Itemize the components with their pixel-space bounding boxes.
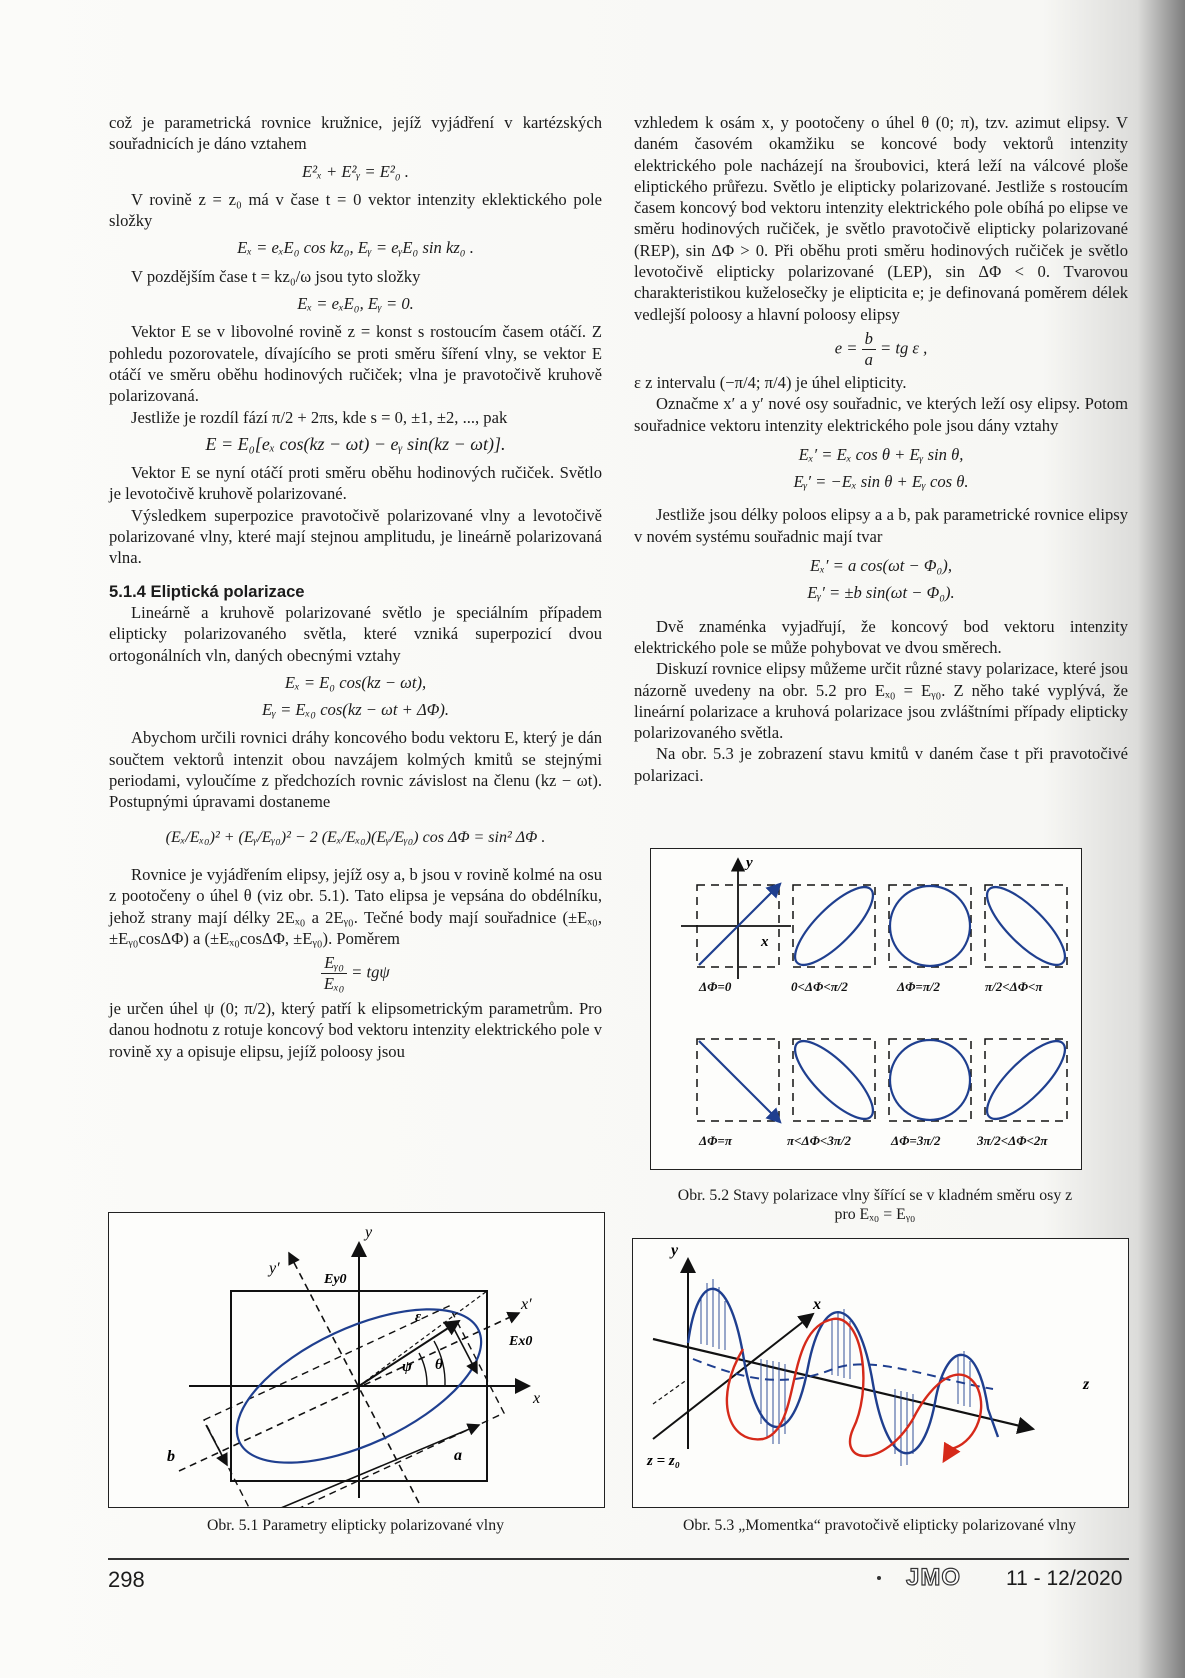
figure-caption: Obr. 5.1 Parametry elipticky polarizované vlny [207, 1517, 504, 1534]
axis-x-label: x [761, 934, 769, 950]
label-theta: θ [435, 1357, 443, 1373]
paragraph: Výsledkem superpozice pravotočivě polarizované vlny a levotočivě polarizované vlny, které mají stejnou amplitudu, je lineárně polarizovaná vlna. [109, 505, 602, 568]
numerator: b [862, 329, 876, 350]
equation-lhs: e = [834, 338, 858, 358]
figure-5-1 [108, 1212, 605, 1508]
paragraph: Vektor E se nyní otáčí proti směru oběhu hodinových ručiček. Světlo je levotočivě kruhově polarizované. [109, 463, 602, 504]
equation: Eₓ = eₓE₀, Eᵧ = 0. [297, 294, 414, 314]
journal-logo: JMO [906, 1564, 962, 1591]
bullet-dot [877, 1576, 881, 1580]
paragraph: Vektor E se v libovolné rovině z = konst s rostoucím časem otáčí. Z pohledu pozorovatele, dívajícího se proti směru šíření vlny, se vektor E otáčí ve směru oběhu hodinových ručiček; vlna je pravotočivě kruhově polarizovaná. [109, 322, 602, 406]
label-ey0: Ey0 [324, 1272, 347, 1287]
figure-5-2 [650, 848, 1082, 1170]
paragraph: Lineárně a kruhově polarizované světlo je speciálním případem elipticky polarizovaného světla, které vzniká superpozicí dvou ortogonálních vln, daných obecnými vztahy [109, 602, 602, 665]
paragraph: ε z intervalu (−π/4; π/4) je úhel elipticity. [634, 372, 907, 392]
caption-line: pro Eₓ₀ = Eᵧ₀ [834, 1206, 916, 1223]
state-label: ΔΦ=3π/2 [891, 1133, 941, 1148]
label-y-prime: y′ [269, 1260, 280, 1277]
state-label: ΔΦ=0 [699, 979, 732, 994]
equation-ratio [109, 953, 602, 994]
paragraph: V pozdějším čase t = kz₀/ω jsou tyto složky [131, 266, 421, 286]
equation: Eᵧ′ = −Eₓ sin θ + Eᵧ cos θ. [793, 472, 969, 492]
paragraph: Rovnice je vyjádřením elipsy, jejíž osy a, b jsou v rovině kolmé na osu z pootočeny o úhel θ (viz obr. 5.1). Tato elipsa je vepsána do obdélníku, jehož strany mají délky 2Eₓ₀ a 2Eᵧ₀. Tečné body mají souřadnice (±Eₓ₀, ±Eᵧ₀cosΔΦ) a (±Eₓ₀cosΔΦ, ±Eᵧ₀). Poměrem [109, 864, 602, 948]
elliptical-wave-snapshot [633, 1239, 1128, 1507]
label-z: z [1083, 1376, 1090, 1393]
paragraph: Jestliže je rozdíl fází π/2 + 2πs, kde s = 0, ±1, ±2, ..., pak [131, 407, 508, 427]
state-label: ΔΦ=π [699, 1133, 732, 1148]
equation: Eₓ = E₀ cos(kz − ωt), [284, 672, 427, 692]
equation: E²ₓ + E²ᵧ = E²₀ . [302, 161, 409, 181]
fraction [321, 953, 347, 994]
equation: Eₓ′ = Eₓ cos θ + Eᵧ sin θ, [798, 444, 964, 464]
paragraph: Jestliže jsou délky poloos elipsy a a b, pak parametrické rovnice elipsy v novém systému souřadnic mají tvar [634, 505, 1128, 546]
equation: E = E₀[eₓ cos(kz − ωt) − eᵧ sin(kz − ωt)]. [205, 433, 506, 454]
polarization-states-diagram [651, 849, 1081, 1169]
label-x: x [813, 1296, 821, 1313]
paragraph: je určen úhel ψ (0; π/2), který patří k elipsometrickým parametrům. Pro danou hodnotu z rotuje koncový bod vektoru intenzity elektrického pole v rovině xy a opisuje elipsu, jejíž poloosy jsou [109, 999, 602, 1061]
equation-rhs: = tg ε , [880, 338, 928, 358]
equation-rhs: = tgψ [351, 962, 390, 982]
figure-caption [640, 1186, 1110, 1224]
denominator: a [864, 349, 873, 369]
issue-number: 11 - 12/2020 [1006, 1567, 1123, 1590]
right-column [634, 112, 1128, 786]
section-heading: 5.1.4 Eliptická polarizace [109, 581, 305, 601]
label-a: a [454, 1447, 462, 1464]
label-b: b [167, 1448, 175, 1465]
state-label: π<ΔΦ<3π/2 [787, 1133, 852, 1148]
numerator: Eᵧ₀ [321, 953, 347, 974]
paragraph: Abychom určili rovnici dráhy koncového bodu vektoru E, který je dán součtem vektorů intenzit obou navzájem kolmých kmitů se stejnými periodami, vyloučíme z předchozích rovnic závislost na členu (kz − ωt). Postupnými úpravami dostaneme [109, 728, 602, 812]
page-number: 298 [108, 1567, 145, 1592]
label-epsilon: ε [415, 1309, 422, 1325]
label-ex0: Ex0 [509, 1334, 533, 1349]
equation: Eₓ′ = a cos(ωt − Φ₀), [810, 556, 952, 576]
axis-y-label: y [746, 855, 753, 871]
label-y: y [671, 1242, 679, 1259]
ellipse-parameters-diagram [109, 1213, 604, 1507]
state-label: ΔΦ=π/2 [897, 979, 941, 994]
paragraph: Dvě znaménka vyjadřují, že koncový bod vektoru intenzity elektrického pole se může pohybovat ve dvou směrech. [634, 616, 1128, 657]
equation: Eᵧ′ = ±b sin(ωt − Φ₀). [807, 583, 955, 603]
paragraph: Diskuzí rovnice elipsy můžeme určit různé stavy polarizace, které jsou názorně uvedeny na obr. 5.2 pro Eₓ₀ = Eᵧ₀. Z něho také vyplývá, že lineární polarizace a kruhová polarizace jsou zvláštními případy elipticky polarizovaného světla. [634, 659, 1128, 743]
paragraph: Označme x′ a y′ nové osy souřadnic, ve kterých leží osy elipsy. Potom souřadnice vektoru intenzity elektrického pole jsou dány vztahy [634, 394, 1128, 435]
paragraph: Na obr. 5.3 je zobrazení stavu kmitů v daném čase t při pravotočivé polarizaci. [634, 744, 1128, 785]
equation: (Eₓ/Eₓ₀)² + (Eᵧ/Eᵧ₀)² − 2 (Eₓ/Eₓ₀)(Eᵧ/Eᵧ₀) cos ΔΦ = sin² ΔΦ . [165, 828, 546, 846]
fraction [862, 329, 876, 370]
label-z0: z = z₀ [647, 1453, 680, 1469]
state-label: 0<ΔΦ<π/2 [791, 979, 848, 994]
label-x: x [533, 1390, 541, 1407]
paragraph: vzhledem k osám x, y pootočeny o úhel θ (0; π), tzv. azimut elipsy. V daném časovém okamžiku se koncové body vektorů intenzity elektrického pole nacházejí na šroubovici, která leží na válcové ploše eliptického průřezu. Světlo je elipticky polarizované. Jestliže s rostoucím časem koncový bod vektoru intenzity elektrického pole obíhá po elipse ve směru hodinových ručiček, je světlo pravotočivě elipticky polarizované (REP), sin ΔΦ > 0. Při oběhu proti směru hodinových ručiček je světlo levotočivě elipticky polarizované (LEP), sin ΔΦ < 0. Tvarovou charakteristikou kuželosečky je elipticita e; je definovaná poměrem délek vedlejší poloosy a hlavní poloosy elipsy [634, 113, 1128, 324]
equation: Eₓ = eₓE₀ cos kz₀, Eᵧ = eᵧE₀ sin kz₀ . [237, 238, 474, 258]
state-label: 3π/2<ΔΦ<2π [977, 1133, 1048, 1148]
paragraph: V rovině z = z₀ má v čase t = 0 vektor intenzity eklektického pole složky [109, 189, 602, 231]
denominator: Eₓ₀ [323, 974, 345, 994]
label-x-prime: x′ [521, 1296, 532, 1313]
figure-5-3 [632, 1238, 1129, 1508]
label-psi: ψ [402, 1359, 413, 1375]
label-y: y [365, 1224, 373, 1241]
equation-ellipticity [634, 329, 1128, 370]
state-label: π/2<ΔΦ<π [985, 979, 1043, 994]
figure-caption: Obr. 5.3 „Momentka“ pravotočivě elipticky polarizované vlny [682, 1517, 1077, 1534]
equation: Eᵧ = Eₓ₀ cos(kz − ωt + ΔΦ). [261, 700, 450, 720]
caption-line: Obr. 5.2 Stavy polarizace vlny šířící se v kladném směru osy z [677, 1187, 1073, 1204]
paragraph: což je parametrická rovnice kružnice, jejíž vyjádření v kartézských souřadnicích je dáno vztahem [109, 113, 602, 154]
left-column [109, 112, 602, 1062]
footer-rule [108, 1558, 1129, 1560]
